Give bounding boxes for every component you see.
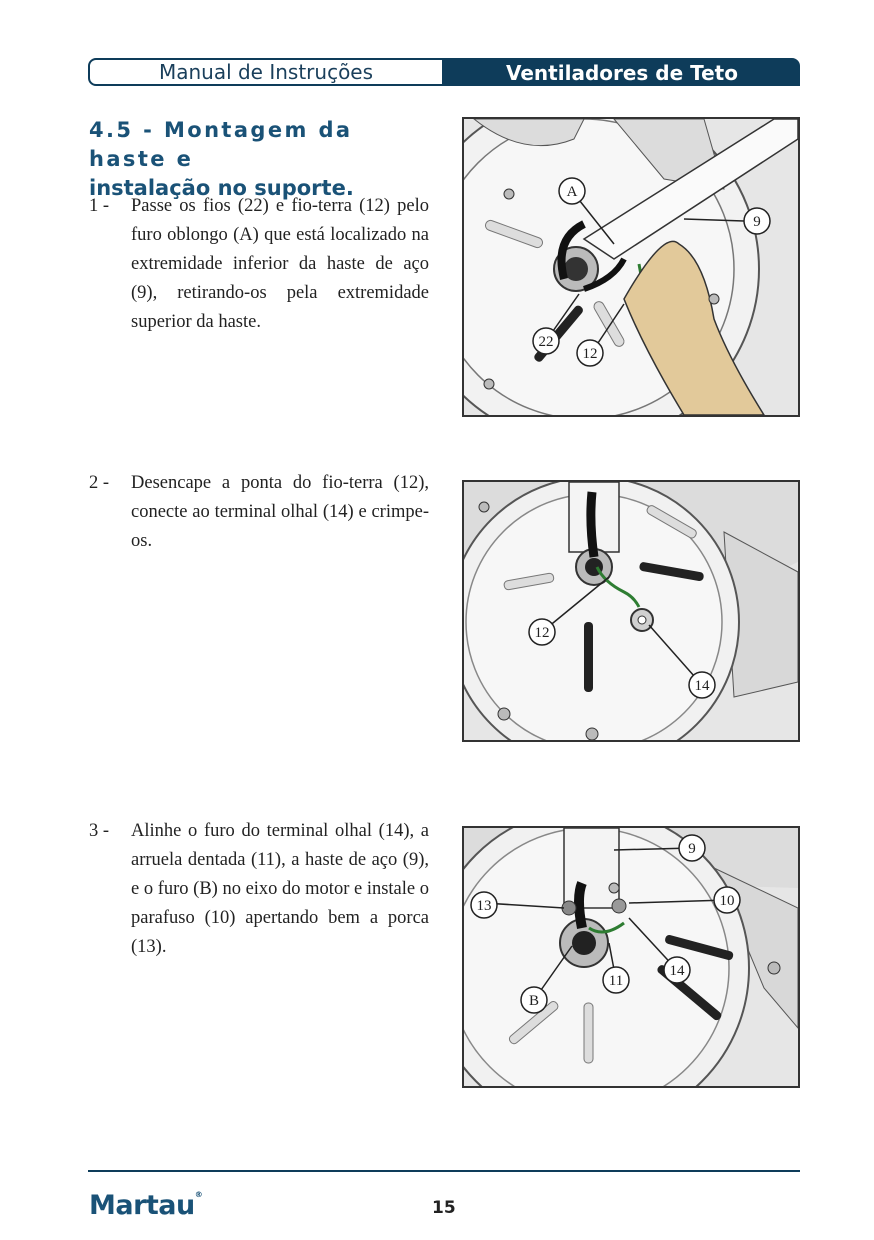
svg-text:B: B: [528, 993, 540, 1009]
product-title-tab: [444, 58, 800, 86]
manual-title: Manual de Instruções: [158, 60, 374, 84]
figure-2-illustration: [464, 482, 798, 740]
callout-22: [533, 328, 559, 354]
svg-text:10: 10: [719, 893, 735, 909]
callout-14: [689, 672, 715, 698]
section-title-line2: instalação no suporte.: [89, 176, 354, 200]
svg-text:9: 9: [688, 841, 696, 857]
callout-13: [471, 892, 497, 918]
step-text: Desencape a ponta do fio-terra (12), conecte ao terminal olhal (14) e crimpe-os.: [131, 473, 429, 551]
svg-text:12: 12: [534, 625, 550, 641]
callout-B: [521, 987, 547, 1013]
footer-divider: [88, 1170, 800, 1172]
step-1: [89, 192, 429, 337]
section-title: [89, 116, 429, 203]
callout-12: [529, 619, 555, 645]
svg-text:22: 22: [538, 334, 554, 350]
svg-text:12: 12: [582, 346, 598, 362]
manual-title-tab: [88, 58, 444, 86]
callout-14: [664, 957, 690, 983]
page-header: [88, 58, 800, 86]
figure-3-bolt-installation: [462, 826, 800, 1088]
product-title: Ventiladores de Teto: [505, 61, 738, 85]
page-number: 15: [432, 1198, 456, 1218]
svg-text:9: 9: [753, 214, 761, 230]
svg-text:A: A: [566, 184, 578, 200]
registered-mark: ®: [194, 1190, 203, 1199]
callout-11: [603, 967, 629, 993]
step-text: Passe os fios (22) e fio-terra (12) pelo furo oblongo (A) que está localizado na extremidade inferior da haste de aço (9), retirando-os pela extremidade superior da haste.: [131, 196, 429, 332]
step-number: 2 -: [89, 473, 110, 493]
step-text: Alinhe o furo do terminal olhal (14), a arruela dentada (11), a haste de aço (9), e o furo (B) no eixo do motor e instale o parafuso (10) apertando bem a porca (13).: [131, 821, 429, 957]
figure-2-ground-terminal: [462, 480, 800, 742]
callout-10: [714, 887, 740, 913]
step-number: 3 -: [89, 821, 110, 841]
callout-12: [577, 340, 603, 366]
figure-3-illustration: [464, 828, 798, 1086]
brand-logo: [89, 1190, 202, 1221]
svg-text:14: 14: [694, 678, 710, 694]
svg-text:14: 14: [669, 963, 685, 979]
callout-9: [679, 835, 705, 861]
figure-1-rod-wiring: [462, 117, 800, 417]
svg-text:13: 13: [476, 898, 492, 914]
callout-9: [744, 208, 770, 234]
brand-name: Martau: [89, 1190, 195, 1221]
section-title-line1: 4.5 - Montagem da haste e: [89, 118, 353, 171]
step-number: 1 -: [89, 196, 110, 216]
callout-A: [559, 178, 585, 204]
svg-text:11: 11: [608, 973, 624, 989]
figure-1-illustration: [464, 119, 798, 415]
step-2: [89, 469, 429, 556]
step-3: [89, 817, 429, 962]
